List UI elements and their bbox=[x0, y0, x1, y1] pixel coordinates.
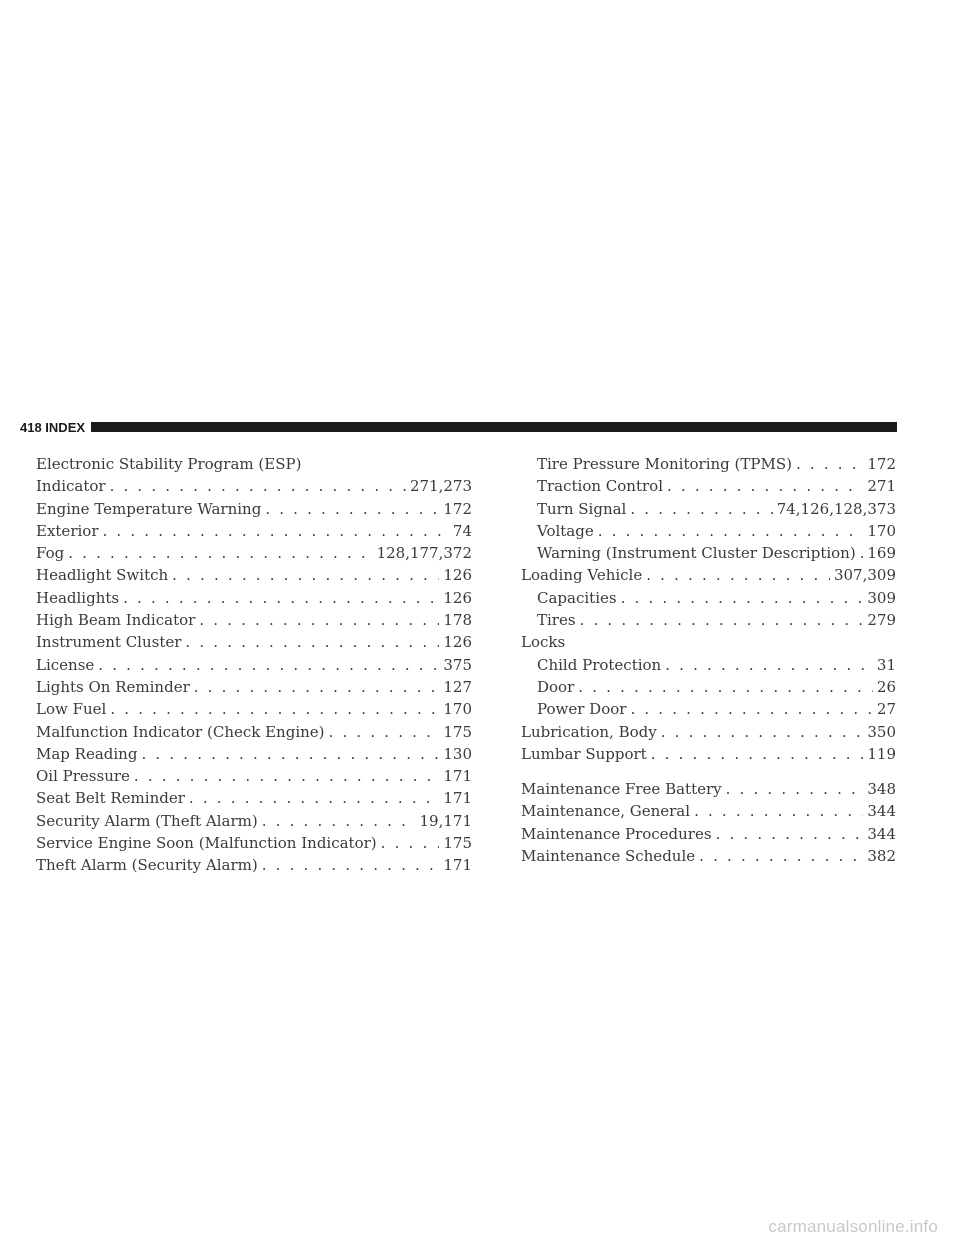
index-entry bbox=[20, 498, 472, 520]
dot-leader bbox=[716, 823, 864, 845]
entry-page-number: 128,177,372 bbox=[376, 544, 472, 563]
entry-label: High Beam Indicator bbox=[36, 611, 196, 630]
entry-label: Maintenance Free Battery bbox=[521, 780, 722, 799]
dot-leader bbox=[630, 498, 772, 520]
index-column-left bbox=[20, 453, 472, 877]
dot-leader bbox=[860, 542, 864, 564]
index-entry bbox=[521, 631, 896, 653]
index-entry bbox=[521, 743, 896, 765]
entry-page-number: 271 bbox=[867, 477, 896, 496]
dot-leader bbox=[141, 743, 439, 765]
dot-leader bbox=[580, 609, 864, 631]
entry-page-number: 26 bbox=[876, 677, 896, 696]
index-entry bbox=[521, 609, 896, 631]
index-entry bbox=[521, 453, 896, 475]
entry-label: Fog bbox=[36, 544, 65, 563]
entry-label: Maintenance Procedures bbox=[521, 824, 712, 843]
index-entry bbox=[521, 564, 896, 586]
index-column-right bbox=[521, 453, 896, 867]
dot-leader bbox=[621, 587, 864, 609]
index-entry bbox=[20, 609, 472, 631]
entry-label: Exterior bbox=[36, 521, 99, 540]
entry-page-number: 126 bbox=[443, 633, 472, 652]
entry-page-number: 175 bbox=[443, 722, 472, 741]
entry-label: Oil Pressure bbox=[36, 767, 130, 786]
index-entry bbox=[521, 721, 896, 743]
entry-page-number: 178 bbox=[443, 611, 472, 630]
entry-page-number: 348 bbox=[867, 780, 896, 799]
entry-page-number: 309 bbox=[867, 588, 896, 607]
entry-label: Lights On Reminder bbox=[36, 677, 190, 696]
dot-leader bbox=[110, 698, 439, 720]
dot-leader bbox=[667, 475, 863, 497]
entry-page-number: 382 bbox=[867, 847, 896, 866]
index-entry bbox=[521, 800, 896, 822]
entry-page-number: 130 bbox=[443, 744, 472, 763]
dot-leader bbox=[381, 832, 440, 854]
index-entry bbox=[20, 721, 472, 743]
dot-leader bbox=[651, 743, 864, 765]
entry-page-number: 169 bbox=[867, 544, 896, 563]
index-entry bbox=[521, 676, 896, 698]
dot-leader bbox=[123, 587, 439, 609]
dot-leader bbox=[262, 810, 416, 832]
dot-leader bbox=[598, 520, 864, 542]
entry-page-number: 344 bbox=[867, 824, 896, 843]
entry-page-number: 271,273 bbox=[409, 477, 472, 496]
dot-leader bbox=[110, 475, 406, 497]
entry-page-number: 74 bbox=[452, 521, 472, 540]
index-entry bbox=[521, 542, 896, 564]
entry-label: Low Fuel bbox=[36, 700, 107, 719]
entry-label: Security Alarm (Theft Alarm) bbox=[36, 811, 258, 830]
entry-page-number: 170 bbox=[867, 521, 896, 540]
index-entry bbox=[521, 823, 896, 845]
entry-label: Lubrication, Body bbox=[521, 722, 657, 741]
index-entry bbox=[521, 845, 896, 867]
entry-label: Lumbar Support bbox=[521, 744, 647, 763]
dot-leader bbox=[98, 654, 439, 676]
dot-leader bbox=[699, 845, 863, 867]
entry-page-number: 27 bbox=[876, 700, 896, 719]
index-entry bbox=[20, 676, 472, 698]
entry-label: License bbox=[36, 655, 95, 674]
entry-page-number: 74,126,128,373 bbox=[776, 499, 896, 518]
index-entry bbox=[521, 520, 896, 542]
entry-label: Headlights bbox=[36, 588, 120, 607]
entry-page-number: 119 bbox=[867, 744, 896, 763]
entry-page-number: 172 bbox=[443, 499, 472, 518]
dot-leader bbox=[199, 609, 439, 631]
index-entry bbox=[521, 498, 896, 520]
entry-page-number: 171 bbox=[443, 789, 472, 808]
dot-leader bbox=[796, 453, 863, 475]
dot-leader bbox=[185, 631, 439, 653]
page-number-label: 418 INDEX bbox=[20, 419, 86, 435]
entry-label: Locks bbox=[521, 633, 566, 652]
entry-label: Loading Vehicle bbox=[521, 566, 643, 585]
entry-page-number: 344 bbox=[867, 802, 896, 821]
entry-label: Door bbox=[537, 677, 575, 696]
dot-leader bbox=[661, 721, 864, 743]
dot-leader bbox=[694, 800, 863, 822]
entry-page-number: 375 bbox=[443, 655, 472, 674]
entry-label: Map Reading bbox=[36, 744, 138, 763]
index-entry bbox=[20, 520, 472, 542]
entry-page-number: 126 bbox=[443, 588, 472, 607]
index-entry bbox=[20, 765, 472, 787]
dot-leader bbox=[134, 765, 439, 787]
dot-leader bbox=[578, 676, 873, 698]
dot-leader bbox=[646, 564, 830, 586]
dot-leader bbox=[665, 654, 873, 676]
entry-label: Indicator bbox=[36, 477, 106, 496]
dot-leader bbox=[262, 854, 440, 876]
dot-leader bbox=[102, 520, 448, 542]
dot-leader bbox=[630, 698, 872, 720]
entry-label: Voltage bbox=[537, 521, 594, 540]
entry-page-number: 279 bbox=[867, 611, 896, 630]
index-entry bbox=[20, 542, 472, 564]
entry-page-number: 307,309 bbox=[833, 566, 896, 585]
dot-leader bbox=[172, 564, 439, 586]
header-rule bbox=[91, 422, 897, 432]
dot-leader bbox=[265, 498, 439, 520]
entry-page-number: 175 bbox=[443, 834, 472, 853]
entry-label: Headlight Switch bbox=[36, 566, 169, 585]
entry-label: Turn Signal bbox=[537, 499, 627, 518]
entry-label: Maintenance, General bbox=[521, 802, 691, 821]
index-entry bbox=[20, 810, 472, 832]
dot-leader bbox=[726, 778, 864, 800]
entry-page-number: 171 bbox=[443, 767, 472, 786]
page-header bbox=[20, 420, 897, 434]
entry-label: Tires bbox=[537, 611, 576, 630]
entry-label: Capacities bbox=[537, 588, 617, 607]
index-entry bbox=[521, 654, 896, 676]
index-entry bbox=[20, 654, 472, 676]
index-entry bbox=[521, 475, 896, 497]
index-entry bbox=[20, 698, 472, 720]
dot-leader bbox=[329, 721, 440, 743]
index-entry bbox=[20, 787, 472, 809]
entry-label: Engine Temperature Warning bbox=[36, 499, 262, 518]
entry-page-number: 126 bbox=[443, 566, 472, 585]
index-entry bbox=[20, 475, 472, 497]
index-entry bbox=[521, 587, 896, 609]
entry-label: Theft Alarm (Security Alarm) bbox=[36, 856, 258, 875]
index-entry bbox=[521, 778, 896, 800]
entry-label: Tire Pressure Monitoring (TPMS) bbox=[537, 455, 792, 473]
entry-label: Warning (Instrument Cluster Description) bbox=[537, 544, 856, 563]
entry-label: Power Door bbox=[537, 700, 627, 719]
entry-label: Traction Control bbox=[537, 477, 663, 496]
index-entry bbox=[20, 587, 472, 609]
entry-page-number: 350 bbox=[867, 722, 896, 741]
entry-label: Malfunction Indicator (Check Engine) bbox=[36, 722, 325, 741]
entry-label: Seat Belt Reminder bbox=[36, 789, 185, 808]
index-entry bbox=[20, 453, 472, 475]
entry-page-number: 170 bbox=[443, 700, 472, 719]
index-entry bbox=[20, 854, 472, 876]
entry-label: Electronic Stability Program (ESP) bbox=[36, 455, 302, 473]
index-entry bbox=[20, 564, 472, 586]
entry-page-number: 31 bbox=[876, 655, 896, 674]
dot-leader bbox=[68, 542, 372, 564]
index-entry bbox=[20, 743, 472, 765]
entry-page-number: 172 bbox=[867, 455, 896, 473]
index-entry bbox=[20, 832, 472, 854]
index-entry bbox=[20, 631, 472, 653]
watermark[interactable]: carmanualsonline.info bbox=[768, 1217, 938, 1236]
entry-page-number: 171 bbox=[443, 856, 472, 875]
entry-label: Maintenance Schedule bbox=[521, 847, 696, 866]
dot-leader bbox=[194, 676, 440, 698]
entry-page-number: 19,171 bbox=[419, 811, 472, 830]
dot-leader bbox=[189, 787, 439, 809]
entry-label: Child Protection bbox=[537, 655, 662, 674]
entry-page-number: 127 bbox=[443, 677, 472, 696]
entry-label: Service Engine Soon (Malfunction Indicator) bbox=[36, 834, 377, 853]
index-entry bbox=[521, 698, 896, 720]
entry-label: Instrument Cluster bbox=[36, 633, 182, 652]
